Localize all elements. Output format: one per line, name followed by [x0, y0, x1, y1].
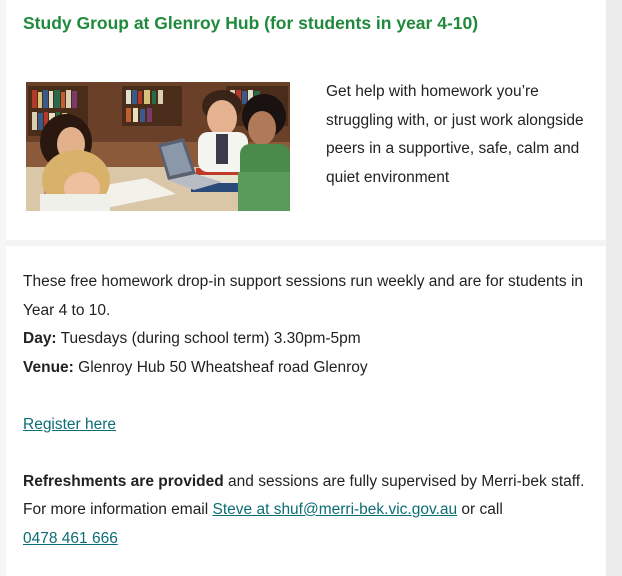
section-divider	[6, 240, 606, 246]
email-link[interactable]: Steve at shuf@merri-bek.vic.gov.au	[212, 501, 458, 518]
phone-link[interactable]: 0478 461 666	[23, 529, 118, 547]
day-line	[23, 325, 598, 354]
venue-label: Venue:	[23, 358, 74, 376]
students-studying-photo	[26, 82, 290, 211]
register-line	[23, 411, 598, 440]
or-call-text: or call	[457, 501, 503, 518]
email-content	[6, 0, 606, 576]
spacer	[23, 382, 598, 411]
description-text: These free homework drop-in support sessions run weekly and are for students in Year 4 to 10.	[23, 273, 584, 319]
details-section	[23, 268, 598, 553]
window-edge	[606, 0, 622, 576]
page-title: Study Group at Glenroy Hub (for students in year 4-10)	[23, 13, 479, 33]
refreshments-bold: Refreshments are provided	[23, 472, 224, 490]
register-link[interactable]: Register here	[23, 415, 117, 433]
intro-text: Get help with homework you’re struggling with, or just work alongside peers in a supportive, safe, calm and quiet environment	[326, 83, 584, 186]
spacer	[23, 439, 598, 468]
venue-line	[23, 354, 598, 383]
refreshments-paragraph	[23, 468, 598, 554]
venue-value: Glenroy Hub 50 Wheatsheaf road Glenroy	[73, 358, 368, 376]
refreshments-text: and sessions are fully supervised by Merri-bek staff. For more information email	[23, 472, 585, 518]
day-label: Day:	[23, 330, 57, 347]
day-value: Tuesdays (during school term) 3.30pm-5pm	[56, 330, 361, 347]
